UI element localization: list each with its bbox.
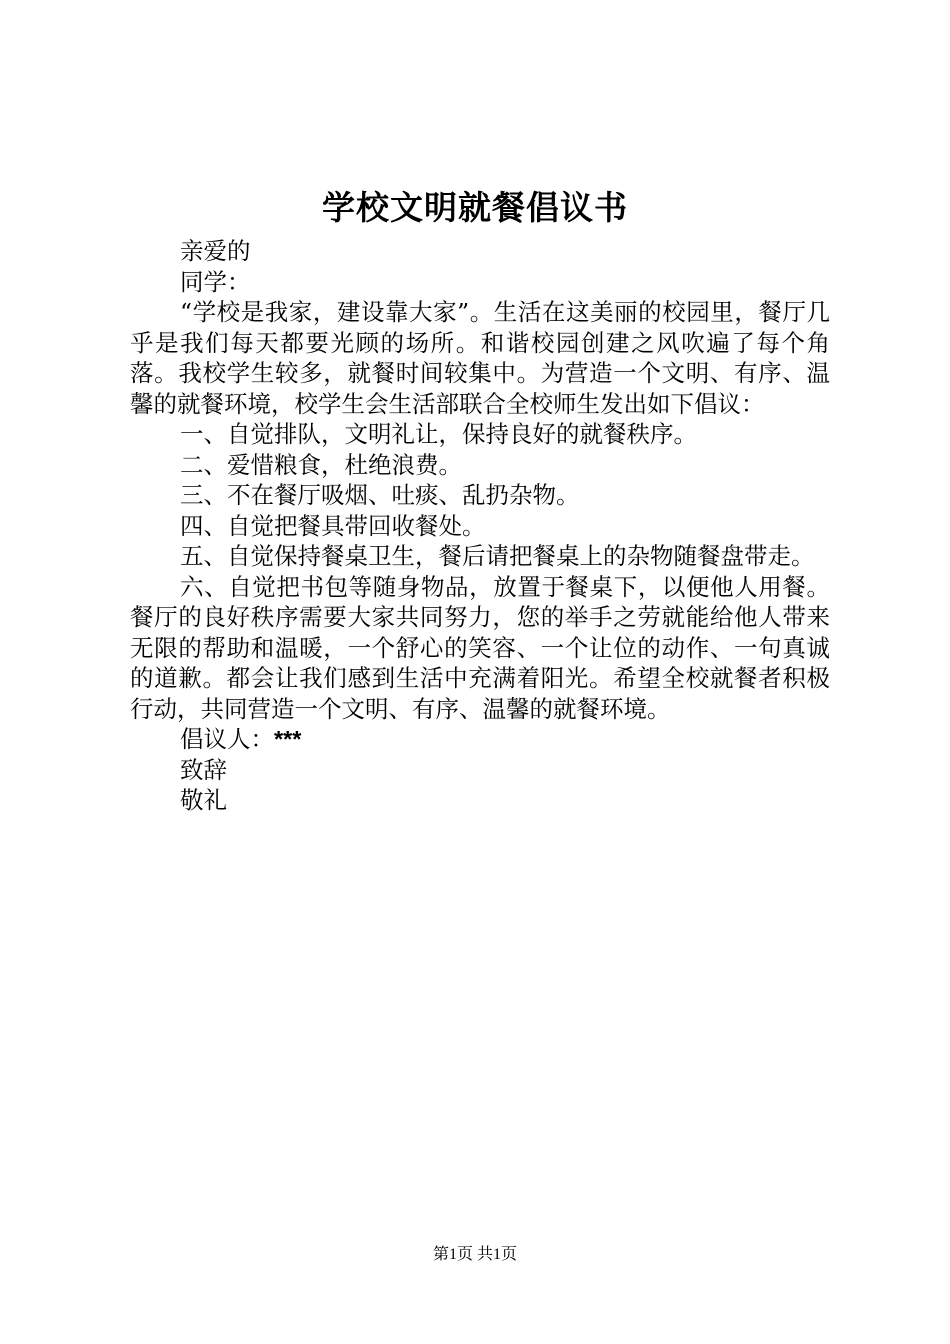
intro-paragraph: “学校是我家，建设靠大家”。生活在这美丽的校园里，餐厅几乎是我们每天都要光顾的场所。和谐校园创建之风吹遍了每个角落。我校学生较多，就餐时间较集中。为营造一个文明、有序、温馨的就餐环境，校学生会生活部联合全校师生发出如下倡议： xyxy=(130,298,830,418)
proposal-item-3: 三、不在餐厅吸烟、吐痰、乱扔杂物。 xyxy=(180,481,580,509)
salutation-line-1: 亲爱的 xyxy=(180,237,251,265)
page-footer: 第1页 共1页 xyxy=(432,1246,517,1263)
closing-line-1: 致辞 xyxy=(180,755,227,784)
salutation-line-2: 同学： xyxy=(180,267,251,296)
proposer-line xyxy=(130,724,830,755)
proposal-item-2: 二、爱惜粮食，杜绝浪费。 xyxy=(180,450,462,479)
proposal-item-6: 六、自觉把书包等随身物品，放置于餐桌下，以便他人用餐。餐厅的良好秩序需要大家共同努力，您的举手之劳就能给他人带来无限的帮助和温暖，一个舒心的笑容、一个让位的动作、一句真诚的道歉。都会让我们感到生活中充满着阳光。希望全校就餐者积极行动，共同营造一个文明、有序、温馨的就餐环境。 xyxy=(130,572,830,723)
proposer-name: *** xyxy=(274,726,302,752)
document-title: 学校文明就餐倡议书 xyxy=(322,188,628,227)
proposal-item-5: 五、自觉保持餐桌卫生，餐后请把餐桌上的杂物随餐盘带走。 xyxy=(180,542,815,570)
proposal-item-4: 四、自觉把餐具带回收餐处。 xyxy=(180,511,486,540)
document-body xyxy=(130,236,830,816)
closing-line-2: 敬礼 xyxy=(180,786,227,814)
proposal-item-1: 一、自觉排队，文明礼让，保持良好的就餐秩序。 xyxy=(180,420,697,448)
proposer-label: 倡议人： xyxy=(180,725,274,753)
